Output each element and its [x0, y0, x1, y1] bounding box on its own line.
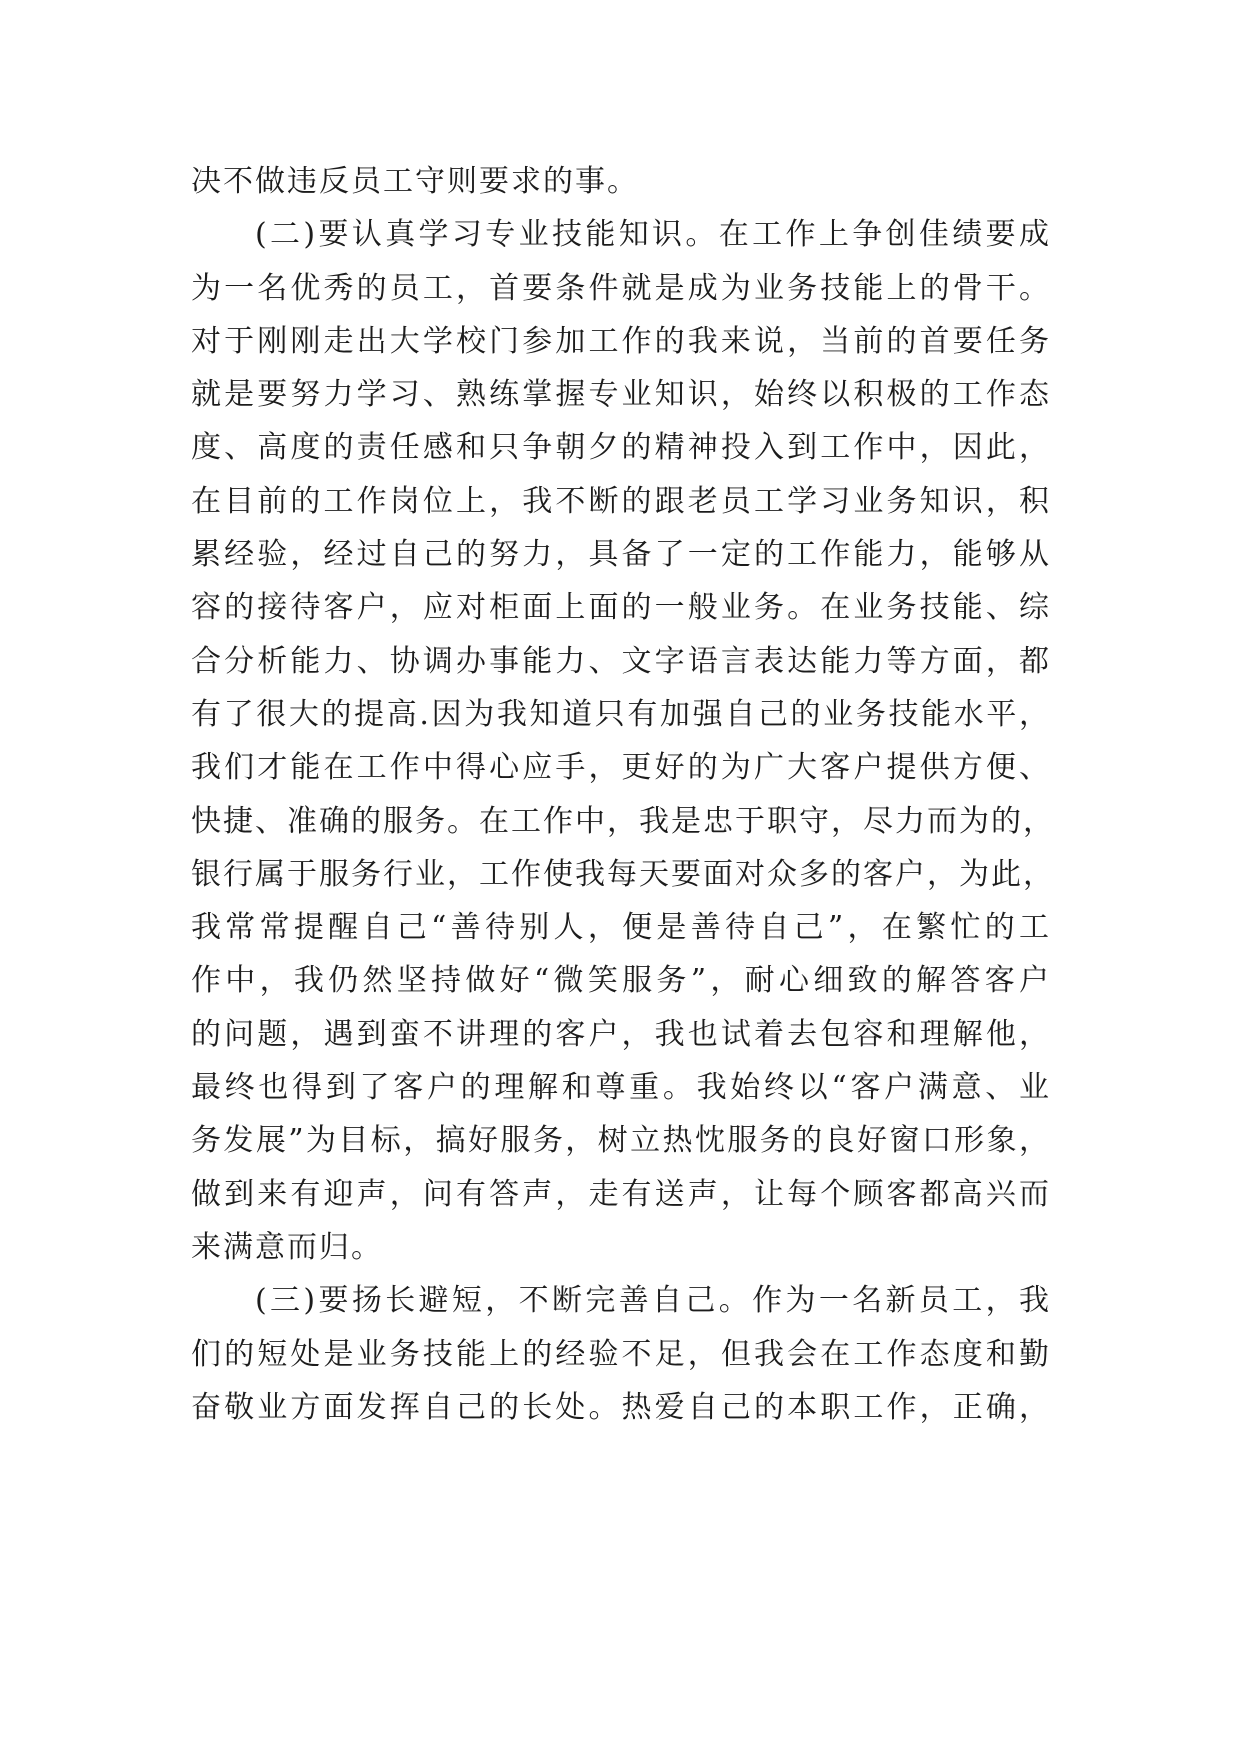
text-line: 务发展”为目标，搞好服务，树立热忱服务的良好窗口形象，: [191, 1123, 1051, 1159]
text-line: 的问题，遇到蛮不讲理的客户，我也试着去包容和理解他，: [191, 1016, 1051, 1052]
text-line: 合分析能力、协调办事能力、文字语言表达能力等方面，都: [191, 643, 1051, 679]
text-line: 有了很大的提高.因为我知道只有加强自己的业务技能水平，: [191, 696, 1051, 732]
text-line: 最终也得到了客户的理解和尊重。我始终以“客户满意、业: [191, 1070, 1051, 1106]
text-line: 对于刚刚走出大学校门参加工作的我来说，当前的首要任务: [191, 323, 1051, 359]
text-line: (三)要扬长避短，不断完善自己。作为一名新员工，我: [255, 1283, 1051, 1319]
text-line: 作中，我仍然坚持做好“微笑服务”，耐心细致的解答客户: [191, 963, 1051, 999]
text-line: 做到来有迎声，问有答声，走有送声，让每个顾客都高兴而: [191, 1176, 1051, 1212]
text-line: 决不做违反员工守则要求的事。: [191, 164, 639, 199]
text-line: 快捷、准确的服务。在工作中，我是忠于职守，尽力而为的，: [191, 803, 1055, 839]
body-text: [191, 155, 1055, 1434]
text-line: 奋敬业方面发挥自己的长处。热爱自己的本职工作，正确，: [191, 1389, 1051, 1425]
text-line: 为一名优秀的员工，首要条件就是成为业务技能上的骨干。: [191, 270, 1051, 306]
text-line: 我们才能在工作中得心应手，更好的为广大客户提供方便、: [191, 750, 1051, 786]
text-line: 来满意而归。: [191, 1229, 383, 1265]
text-line: 们的短处是业务技能上的经验不足，但我会在工作态度和勤: [191, 1336, 1051, 1372]
text-line: 度、高度的责任感和只争朝夕的精神投入到工作中，因此，: [191, 430, 1051, 466]
text-line: 容的接待客户，应对柜面上面的一般业务。在业务技能、综: [191, 590, 1051, 626]
text-line: 我常常提醒自己“善待别人，便是善待自己”，在繁忙的工: [191, 910, 1051, 946]
text-line: 就是要努力学习、熟练掌握专业知识，始终以积极的工作态: [191, 377, 1051, 413]
text-line: 银行属于服务行业，工作使我每天要面对众多的客户，为此，: [191, 856, 1055, 892]
text-line: 在目前的工作岗位上，我不断的跟老员工学习业务知识，积: [191, 483, 1051, 519]
text-line: 累经验，经过自己的努力，具备了一定的工作能力，能够从: [191, 537, 1051, 573]
text-line: (二)要认真学习专业技能知识。在工作上争创佳绩要成: [255, 217, 1051, 253]
